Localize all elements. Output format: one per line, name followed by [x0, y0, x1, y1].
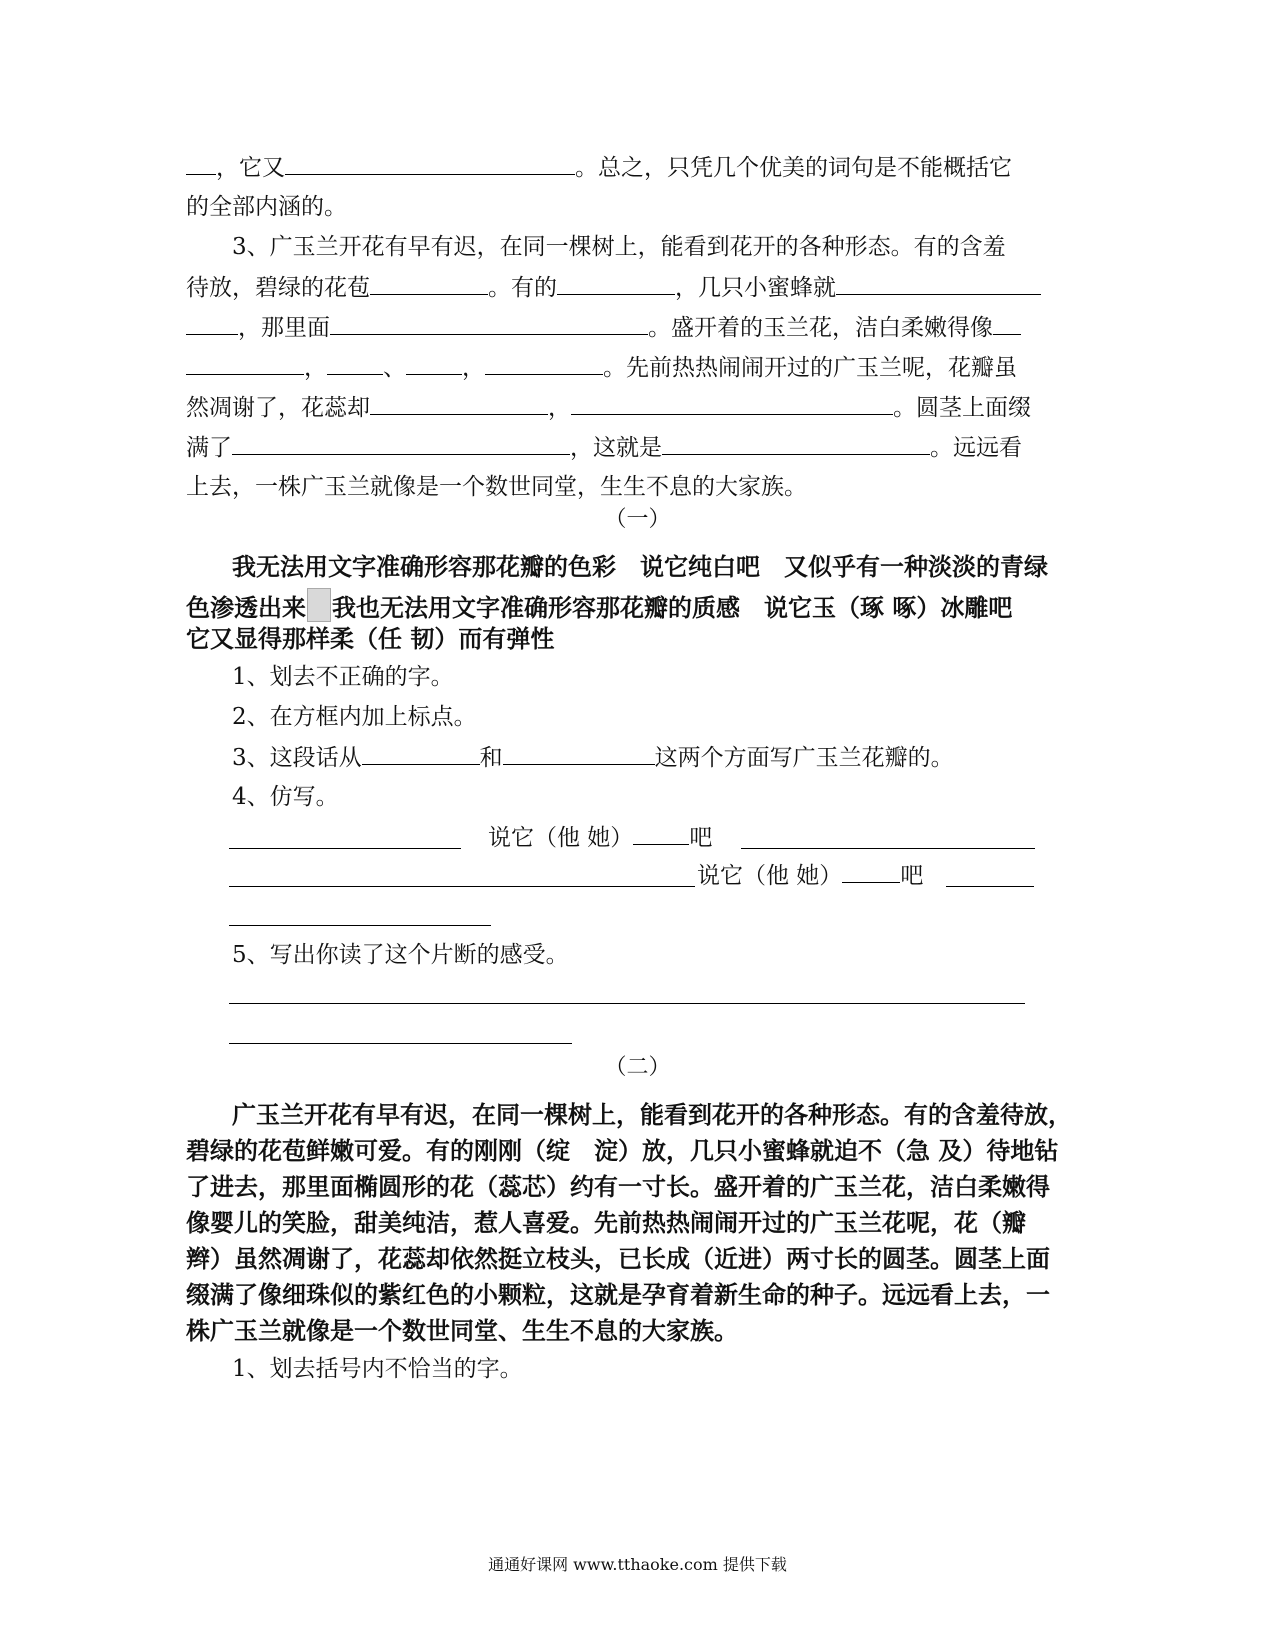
question2-1: 1、划去括号内不恰当的字。 [232, 1356, 523, 1382]
text: ，它又 [216, 155, 285, 181]
text: 说它（他 她） [488, 825, 634, 851]
text: 吧 [900, 863, 924, 889]
fill-blank[interactable] [842, 860, 900, 883]
answer-line[interactable] [229, 925, 491, 926]
fill-blank[interactable] [362, 742, 480, 765]
text: 。远远看 [930, 435, 1022, 461]
excerpt-line-1: 我无法用文字准确形容那花瓣的色彩 说它纯白吧 又似乎有一种淡淡的青绿 [232, 553, 1048, 581]
text: 然凋谢了，花蕊却 [186, 395, 370, 421]
imitation-prompt-2 [697, 860, 923, 891]
excerpt2-line-2: 碧绿的花苞鲜嫩可爱。有的刚刚（绽 淀）放，几只小蜜蜂就迫不（急 及）待地钻 [186, 1137, 1059, 1165]
footer-text: 通通好课网 www.tthaoke.com 提供下载 [488, 1555, 787, 1574]
excerpt2-line-5: 辫）虽然凋谢了，花蕊却依然挺立枝头，已长成（近进）两寸长的圆茎。圆茎上面 [186, 1245, 1050, 1273]
text: 。盛开着的玉兰花，洁白柔嫩得像 [648, 315, 993, 341]
section-heading-1: （一） [604, 507, 671, 532]
text: 我也无法用文字准确形容那花瓣的质感 说它玉（琢 啄）冰雕吧 [332, 594, 1013, 622]
text: ，那里面 [238, 315, 330, 341]
text: 3、这段话从 [232, 745, 362, 771]
passage-line-2: 的全部内涵的。 [186, 194, 347, 220]
fill-blank[interactable] [406, 352, 462, 375]
excerpt2-line-3: 了进去，那里面椭圆形的花（蕊芯）约有一寸长。盛开着的广玉兰花，洁白柔嫩得 [186, 1173, 1050, 1201]
text: ，这就是 [570, 435, 662, 461]
fill-blank[interactable] [557, 272, 675, 295]
punctuation-box[interactable] [307, 588, 331, 622]
fill-blank[interactable] [571, 392, 893, 415]
passage-line-3: 3、广玉兰开花有早有迟，在同一棵树上，能看到花开的各种形态。有的含羞 [232, 234, 1006, 260]
excerpt-line-3: 它又显得那样柔（任 韧）而有弹性 [186, 625, 555, 653]
text: ， [304, 355, 327, 381]
text: 。有的 [488, 275, 557, 301]
passage-line-7 [186, 392, 1031, 423]
section-heading-2: （二） [604, 1055, 671, 1080]
fill-blank[interactable] [186, 312, 238, 335]
fill-blank[interactable] [993, 312, 1021, 335]
question-1: 1、划去不正确的字。 [232, 664, 454, 690]
text: 色渗透出来 [186, 594, 306, 622]
text: ， [548, 395, 571, 421]
excerpt2-line-1: 广玉兰开花有早有迟，在同一棵树上，能看到花开的各种形态。有的含羞待放， [232, 1101, 1072, 1129]
text: 和 [479, 745, 503, 771]
text: 。先前热热闹闹开过的广玉兰呢，花瓣虽 [603, 355, 1017, 381]
question-4: 4、仿写。 [232, 784, 339, 810]
passage-line-4 [186, 272, 1041, 303]
fill-blank[interactable] [662, 432, 930, 455]
passage-line-9: 上去，一株广玉兰就像是一个数世同堂，生生不息的大家族。 [186, 474, 807, 500]
fill-blank[interactable] [232, 432, 570, 455]
answer-line[interactable] [229, 1003, 1025, 1004]
text: 。总之，只凭几个优美的词句是不能概括它 [575, 155, 1012, 181]
answer-line[interactable] [229, 886, 695, 887]
excerpt2-line-4: 像婴儿的笑脸，甜美纯洁，惹人喜爱。先前热热闹闹开过的广玉兰花呢，花（瓣 [186, 1209, 1026, 1237]
text: 这两个方面写广玉兰花瓣的。 [654, 745, 954, 771]
excerpt-line-2 [186, 588, 1012, 623]
question-2: 2、在方框内加上标点。 [232, 704, 477, 730]
answer-line[interactable] [229, 848, 461, 849]
answer-line[interactable] [946, 886, 1034, 887]
passage-line-1 [186, 152, 1012, 183]
passage-line-6 [186, 352, 1017, 383]
passage-line-8 [186, 432, 1022, 463]
text: 。圆茎上面缀 [893, 395, 1031, 421]
fill-blank[interactable] [327, 352, 383, 375]
text: 满了 [186, 435, 232, 461]
question-5: 5、写出你读了这个片断的感受。 [232, 942, 569, 968]
question-3 [232, 742, 954, 773]
answer-line[interactable] [741, 848, 1035, 849]
fill-blank[interactable] [503, 742, 655, 765]
fill-blank[interactable] [285, 152, 575, 175]
passage-line-5 [186, 312, 1021, 343]
fill-blank[interactable] [836, 272, 1041, 295]
fill-blank[interactable] [186, 352, 304, 375]
text: 吧 [689, 825, 713, 851]
text: ，几只小蜜蜂就 [675, 275, 836, 301]
text: 待放，碧绿的花苞 [186, 275, 370, 301]
text: 说它（他 她） [697, 863, 843, 889]
fill-blank[interactable] [633, 822, 689, 845]
answer-line[interactable] [229, 1043, 572, 1044]
fill-blank[interactable] [330, 312, 648, 335]
fill-blank[interactable] [370, 272, 488, 295]
fill-blank[interactable] [485, 352, 603, 375]
excerpt2-line-6: 缀满了像细珠似的紫红色的小颗粒，这就是孕育着新生命的种子。远远看上去，一 [186, 1281, 1050, 1309]
text: 、 [383, 355, 406, 381]
excerpt2-line-7: 株广玉兰就像是一个数世同堂、生生不息的大家族。 [186, 1317, 738, 1345]
imitation-prompt-1 [488, 822, 712, 853]
fill-blank[interactable] [186, 152, 216, 175]
fill-blank[interactable] [370, 392, 548, 415]
text: ， [462, 355, 485, 381]
